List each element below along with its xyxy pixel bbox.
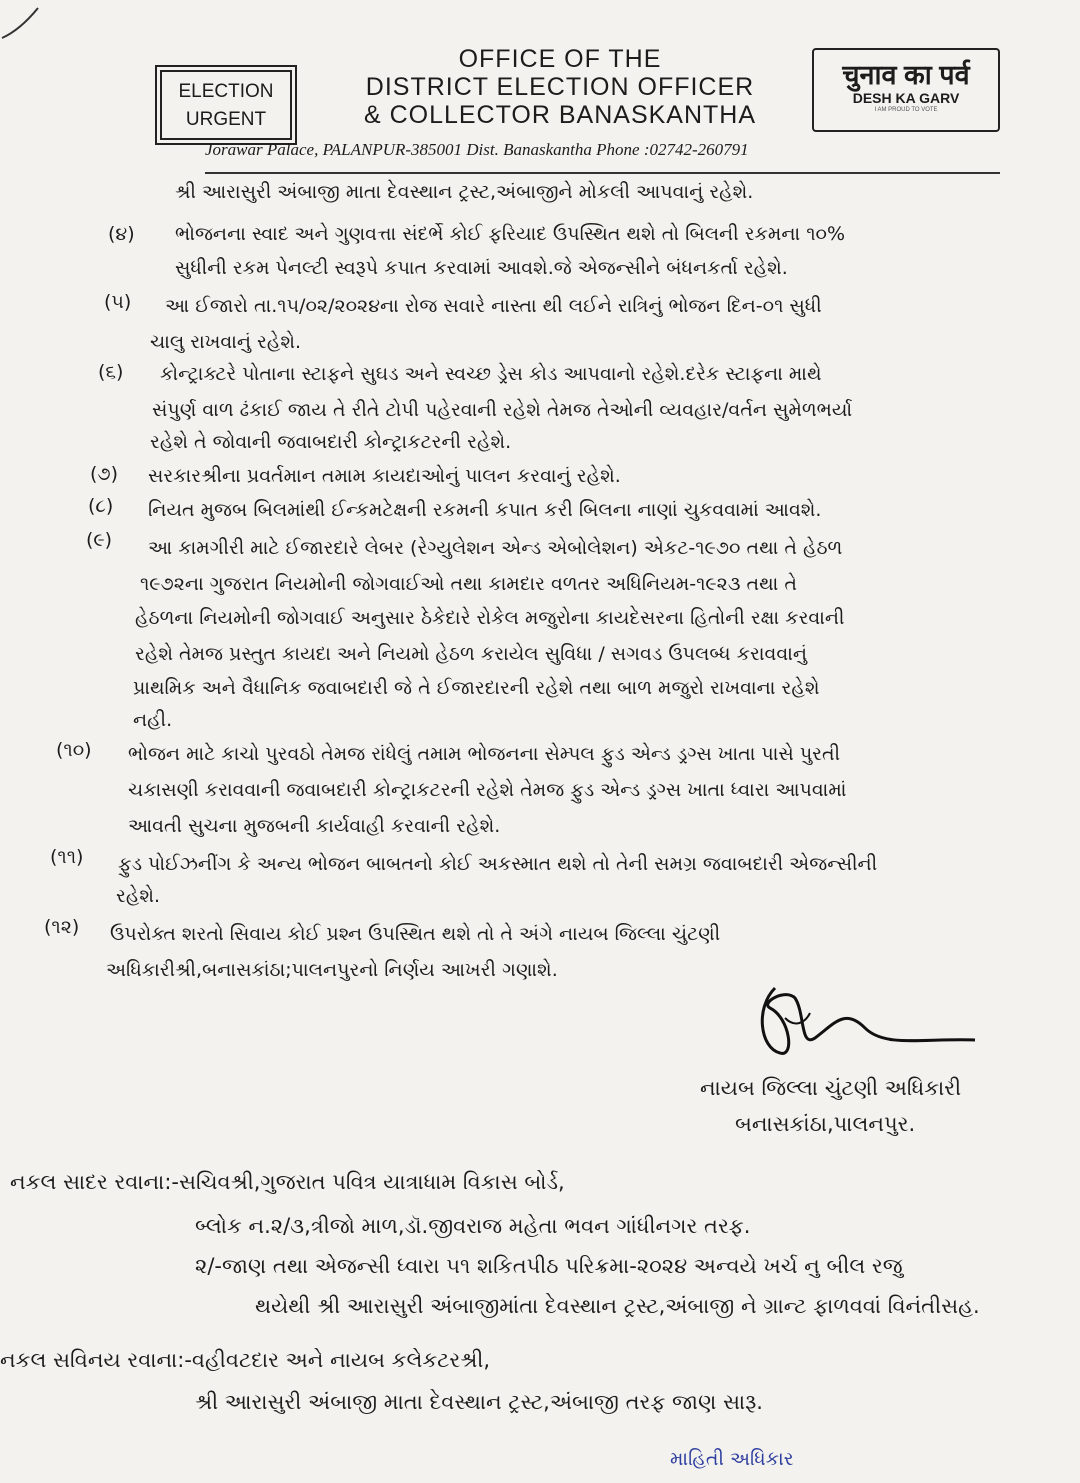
clause-12-line-2: અધિકારીશ્રી,બનાસકાંઠા;પાલનપુરનો નિર્ણય આખરી ગણાશે. — [106, 959, 558, 981]
office-address: Jorawar Palace, PALANPUR-385001 Dist. Banaskantha Phone :02742-260791 — [205, 140, 749, 159]
clause-4-line-1: ભોજનના સ્વાદ અને ગુણવત્તા સંદર્ભે કોઈ ફરિયાદ ઉપસ્થિત થશે તો બિલની રકમના ૧૦% — [175, 223, 845, 245]
stamp-line-1: ELECTION — [178, 81, 274, 102]
office-heading — [340, 45, 780, 129]
clause-6-line-2: સંપુર્ણ વાળ ઢંકાઈ જાય તે રીતે ટોપી પહેરવાની રહેશે તેમજ તેઓની વ્યવહાર/વર્તન સુમેળભર્યા — [152, 399, 853, 421]
logo-tagline: I AM PROUD TO VOTE — [874, 107, 938, 113]
clause-10-line-1: ભોજન માટે કાચો પુરવઠો તેમજ રાંધેલું તમામ ભોજનના સેમ્પલ ફુડ એન્ડ ડ્રગ્સ ખાતા પાસે પુરતી — [128, 743, 841, 765]
clause-number-12: (૧૨) — [44, 916, 80, 938]
office-line-1: OFFICE OF THE — [458, 45, 662, 73]
clause-4-line-2: સુધીની રકમ પેનલ્ટી સ્વરૂપે કપાત કરવામાં આવશે.જે એજન્સીને બંધનકર્તા રહેશે. — [175, 257, 788, 279]
copy-to-line-2: બ્લોક ન.૨/૩,ત્રીજો માળ,ડૉ.જીવરાજ મહેતા ભવન ગાંધીનગર તરફ. — [195, 1214, 751, 1238]
signatory-title: નાયબ જિલ્લા ચુંટણી અધિકારી — [700, 1076, 962, 1100]
clause-9-line-2: ૧૯૭૨ના ગુજરાત નિયમોની જોગવાઈઓ તથા કામદાર વળતર અધિનિયમ-૧૯૨૩ તથા તે — [140, 573, 797, 595]
rti-stamp: માહિતી અધિકાર — [670, 1448, 794, 1470]
clause-number-10: (૧૦) — [56, 739, 92, 761]
corner-scribble-icon — [0, 0, 60, 60]
officer-signature-icon — [755, 978, 985, 1068]
copy-to-line-4: થયેથી શ્રી આરાસુરી અંબાજીમાંતા દેવસ્થાન ટ્રસ્ટ,અંબાજી ને ગ્રાન્ટ ફાળવવાં વિનંતીસહ. — [255, 1294, 980, 1318]
stamp-line-2: URGENT — [185, 109, 267, 130]
office-line-2: DISTRICT ELECTION OFFICER — [365, 73, 755, 101]
clause-9-line-6: નહી. — [133, 709, 173, 731]
clause-number-8: (૮) — [88, 495, 114, 517]
logo-english-text: DESH KA GARV — [852, 90, 960, 106]
clause-7-line-1: સરકારશ્રીના પ્રવર્તમાન તમામ કાયદાઓનું પાલન કરવાનું રહેશે. — [148, 465, 621, 487]
election-logo — [812, 48, 1000, 132]
logo-hindi-text: चुनाव का पर्व — [842, 60, 970, 90]
clause-number-6: (૬) — [98, 361, 124, 383]
clause-8-line-1: નિયત મુજબ બિલમાંથી ઈન્કમટેક્ષની રકમની કપાત કરી બિલના નાણાં ચુકવવામાં આવશે. — [148, 499, 822, 521]
clause-10-line-3: આવતી સુચના મુજબની કાર્યવાહી કરવાની રહેશે. — [128, 815, 501, 837]
clause-12-line-1: ઉપરોક્ત શરતો સિવાય કોઈ પ્રશ્ન ઉપસ્થિત થશે તો તે અંગે નાયબ જિલ્લા ચુંટણી — [110, 923, 721, 945]
office-line-3: & COLLECTOR BANASKANTHA — [363, 101, 757, 129]
clause-6-line-1: કોન્ટ્રાક્ટરે પોતાના સ્ટાફને સુઘડ અને સ્વચ્છ ડ્રેસ કોડ આપવાનો રહેશે.દરેક સ્ટાફના માથે — [160, 363, 822, 385]
copy-to-line-3: ૨/-જાણ તથા એજન્સી ધ્વારા ૫૧ શકિતપીઠ પરિક્રમા-૨૦૨૪ અન્વયે ખર્ચ નુ બીલ રજુ — [195, 1254, 903, 1278]
clause-5-line-2: ચાલુ રાખવાનું રહેશે. — [150, 331, 302, 353]
clause-number-7: (૭) — [90, 463, 119, 485]
clause-11-line-2: રહેશે. — [116, 885, 161, 907]
clause-5-line-1: આ ઈજારો તા.૧૫/૦૨/૨૦૨૪ના રોજ સવારે નાસ્તા થી લઈને રાત્રિનું ભોજન દિન-૦૧ સુધી — [165, 295, 822, 317]
signatory-place: બનાસકાંઠા,પાલનપુર. — [735, 1112, 916, 1136]
copy-to-2-line-1: નકલ સવિનય રવાના:-વહીવટદાર અને નાયબ કલેકટરશ્રી, — [0, 1348, 491, 1372]
clause-number-11: (૧૧) — [50, 846, 84, 868]
copy-to-2-line-2: શ્રી આરાસુરી અંબાજી માતા દેવસ્થાન ટ્રસ્ટ,અંબાજી તરફ જાણ સારૂ. — [195, 1390, 763, 1414]
clause-9-line-1: આ કામગીરી માટે ઈજારદારે લેબર (રેગ્યુલેશન એન્ડ એબોલેશન) એકટ-૧૯૭૦ તથા તે હેઠળ — [148, 537, 843, 559]
clause-10-line-2: ચકાસણી કરાવવાની જવાબદારી કોન્ટ્રાકટરની રહેશે તેમજ ફુડ એન્ડ ડ્રગ્સ ખાતા ધ્વારા આપવામાં — [128, 779, 847, 801]
header-divider — [205, 172, 1000, 174]
continuation-line: શ્રી આરાસુરી અંબાજી માતા દેવસ્થાન ટ્રસ્ટ,અંબાજીને મોકલી આપવાનું રહેશે. — [175, 181, 754, 203]
clause-9-line-4: રહેશે તેમજ પ્રસ્તુત કાયદા અને નિયમો હેઠળ કરાયેલ સુવિધા / સગવડ ઉપલબ્ધ કરાવવાનું — [135, 643, 808, 665]
clause-9-line-3: હેઠળના નિયમોની જોગવાઈ અનુસાર ઠેકેદારે રોકેલ મજુરોના કાયદેસરના હિતોની રક્ષા કરવાની — [135, 607, 845, 629]
clause-11-line-1: ફુડ પોઈઝનીંગ કે અન્ય ભોજન બાબતનો કોઈ અકસ્માત થશે તો તેની સમગ્ર જવાબદારી એજન્સીની — [118, 853, 878, 875]
election-urgent-stamp — [160, 70, 292, 140]
clause-6-line-3: રહેશે તે જોવાની જવાબદારી કોન્ટ્રાકટરની રહેશે. — [150, 431, 512, 453]
clause-9-line-5: પ્રાથમિક અને વૈધાનિક જવાબદારી જે તે ઈજારદારની રહેશે તથા બાળ મજુરો રાખવાના રહેશે — [133, 677, 820, 699]
clause-number-9: (૯) — [86, 529, 113, 551]
copy-to-line-1: નકલ સાદર રવાના:-સચિવશ્રી,ગુજરાત પવિત્ર યાત્રાધામ વિકાસ બોર્ડ, — [10, 1170, 565, 1194]
clause-number-5: (૫) — [104, 291, 132, 313]
clause-number-4: (૪) — [108, 223, 135, 245]
